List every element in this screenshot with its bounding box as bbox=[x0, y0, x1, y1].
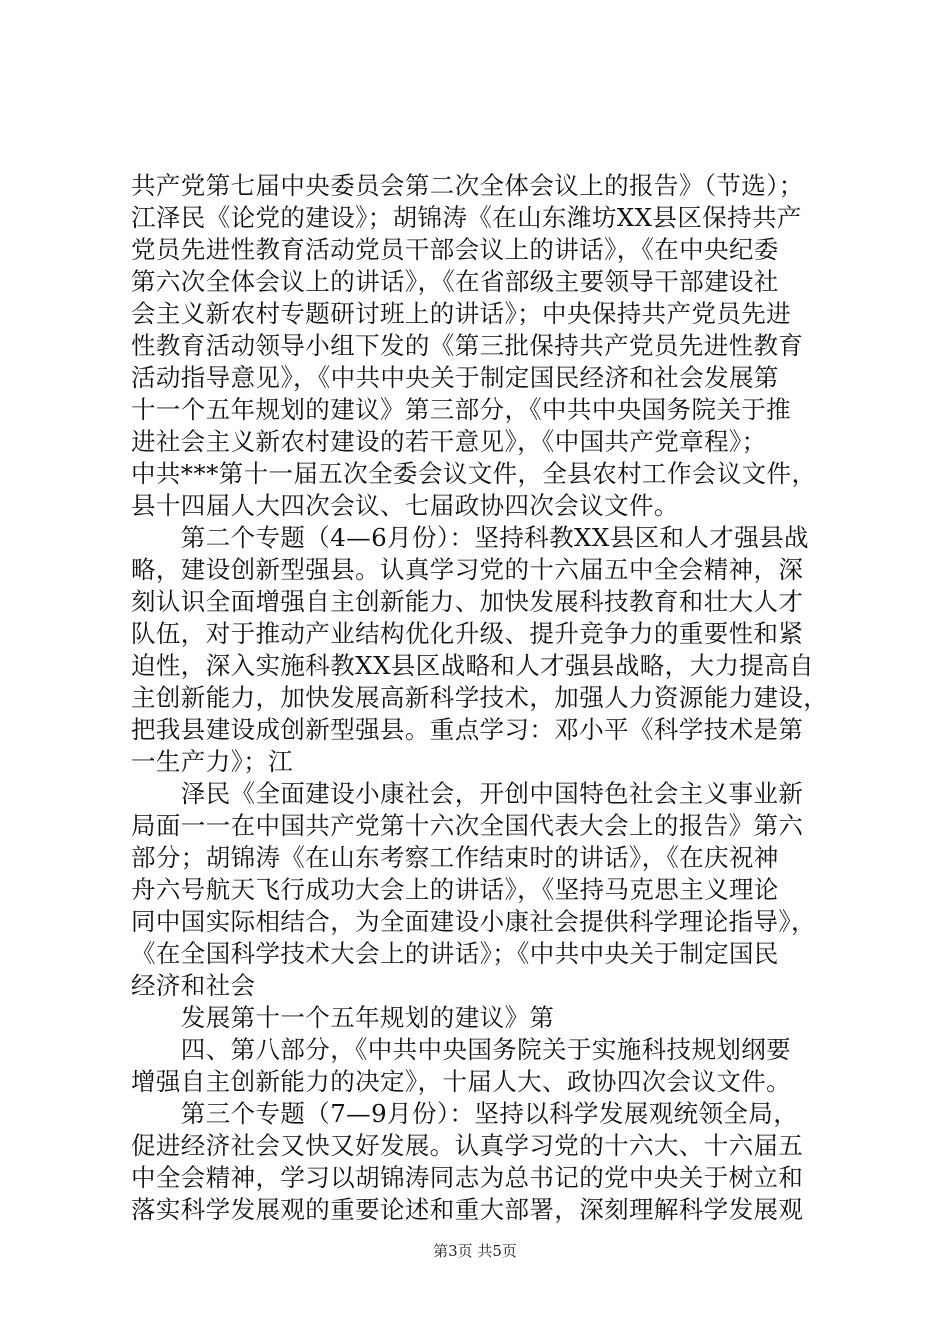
text-line: 活动指导意见》，《中共中央关于制定国民经济和社会发展第 bbox=[131, 363, 779, 392]
text-line: 落实科学发展观的重要论述和重大部署，深刻理解科学发展观 bbox=[131, 1195, 804, 1224]
text-line: 四、第八部分，《中共中央国务院关于实施科技规划纲要 bbox=[131, 1035, 792, 1064]
document-body bbox=[131, 170, 851, 1226]
text-line: 发展第十一个五年规划的建议》第 bbox=[131, 1003, 555, 1032]
text-line: 主创新能力，加快发展高新科学技术，加强人力资源能力建设， bbox=[131, 683, 829, 712]
text-line: 舟六号航天飞行成功大会上的讲话》，《坚持马克思主义理论 bbox=[131, 875, 779, 904]
text-line: 把我县建设成创新型强县。重点学习：邓小平《科学技术是第 bbox=[131, 715, 804, 744]
text-line: 性教育活动领导小组下发的《第三批保持共产党员先进性教育 bbox=[131, 331, 804, 360]
text-line: 同中国实际相结合，为全面建设小康社会提供科学理论指导》， bbox=[131, 907, 816, 936]
text-line: 第六次全体会议上的讲话》，《在省部级主要领导干部建设社 bbox=[131, 267, 779, 296]
text-line: 一生产力》；江 bbox=[131, 747, 294, 776]
text-line: 进社会主义新农村建设的若干意见》，《中国共产党章程》； bbox=[131, 427, 767, 456]
text-line: 第二个专题（4—6月份）：坚持科教XX县区和人才强县战 bbox=[131, 523, 809, 552]
text-line: 中全会精神，学习以胡锦涛同志为总书记的党中央关于树立和 bbox=[131, 1163, 804, 1192]
text-line: 第三个专题（7—9月份）：坚持以科学发展观统领全局， bbox=[131, 1099, 799, 1128]
text-line: 党员先进性教育活动党员干部会议上的讲话》，《在中央纪委 bbox=[131, 235, 779, 264]
text-line: 略，建设创新型强县。认真学习党的十六届五中全会精神，深 bbox=[131, 555, 804, 584]
text-line: 局面一一在中国共产党第十六次全国代表大会上的报告》第六 bbox=[131, 811, 804, 840]
text-line: 《在全国科学技术大会上的讲话》；《中共中央关于制定国民 bbox=[131, 939, 779, 968]
text-line: 刻认识全面增强自主创新能力、加快发展科技教育和壮大人才 bbox=[131, 587, 804, 616]
text-line: 经济和社会 bbox=[131, 971, 256, 1000]
text-line: 增强自主创新能力的决定》，十届人大、政协四次会议文件。 bbox=[131, 1067, 792, 1096]
page-footer: 第3页 共5页 bbox=[433, 1242, 517, 1260]
text-line: 迫性，深入实施科教XX县区战略和人才强县战略，大力提高自 bbox=[131, 651, 815, 680]
text-line: 会主义新农村专题研讨班上的讲话》；中央保持共产党员先进 bbox=[131, 299, 792, 328]
text-line: 县十四届人大四次会议、七届政协四次会议文件。 bbox=[131, 491, 679, 520]
text-line: 队伍，对于推动产业结构优化升级、提升竞争力的重要性和紧 bbox=[131, 619, 804, 648]
text-line: 部分；胡锦涛《在山东考察工作结束时的讲话》，《在庆祝神 bbox=[131, 843, 779, 872]
text-line: 十一个五年规划的建议》第三部分，《中共中央国务院关于推 bbox=[131, 395, 792, 424]
text-line: 促进经济社会又快又好发展。认真学习党的十六大、十六届五 bbox=[131, 1131, 804, 1160]
text-line: 共产党第七届中央委员会第二次全体会议上的报告》（节选）； bbox=[131, 171, 804, 200]
text-line: 江泽民《论党的建设》；胡锦涛《在山东潍坊XX县区保持共产 bbox=[131, 203, 802, 232]
text-line: 中共***第十一届五次全委会议文件，全县农村工作会议文件， bbox=[131, 459, 817, 488]
text-line: 泽民《全面建设小康社会，开创中国特色社会主义事业新 bbox=[131, 779, 804, 808]
